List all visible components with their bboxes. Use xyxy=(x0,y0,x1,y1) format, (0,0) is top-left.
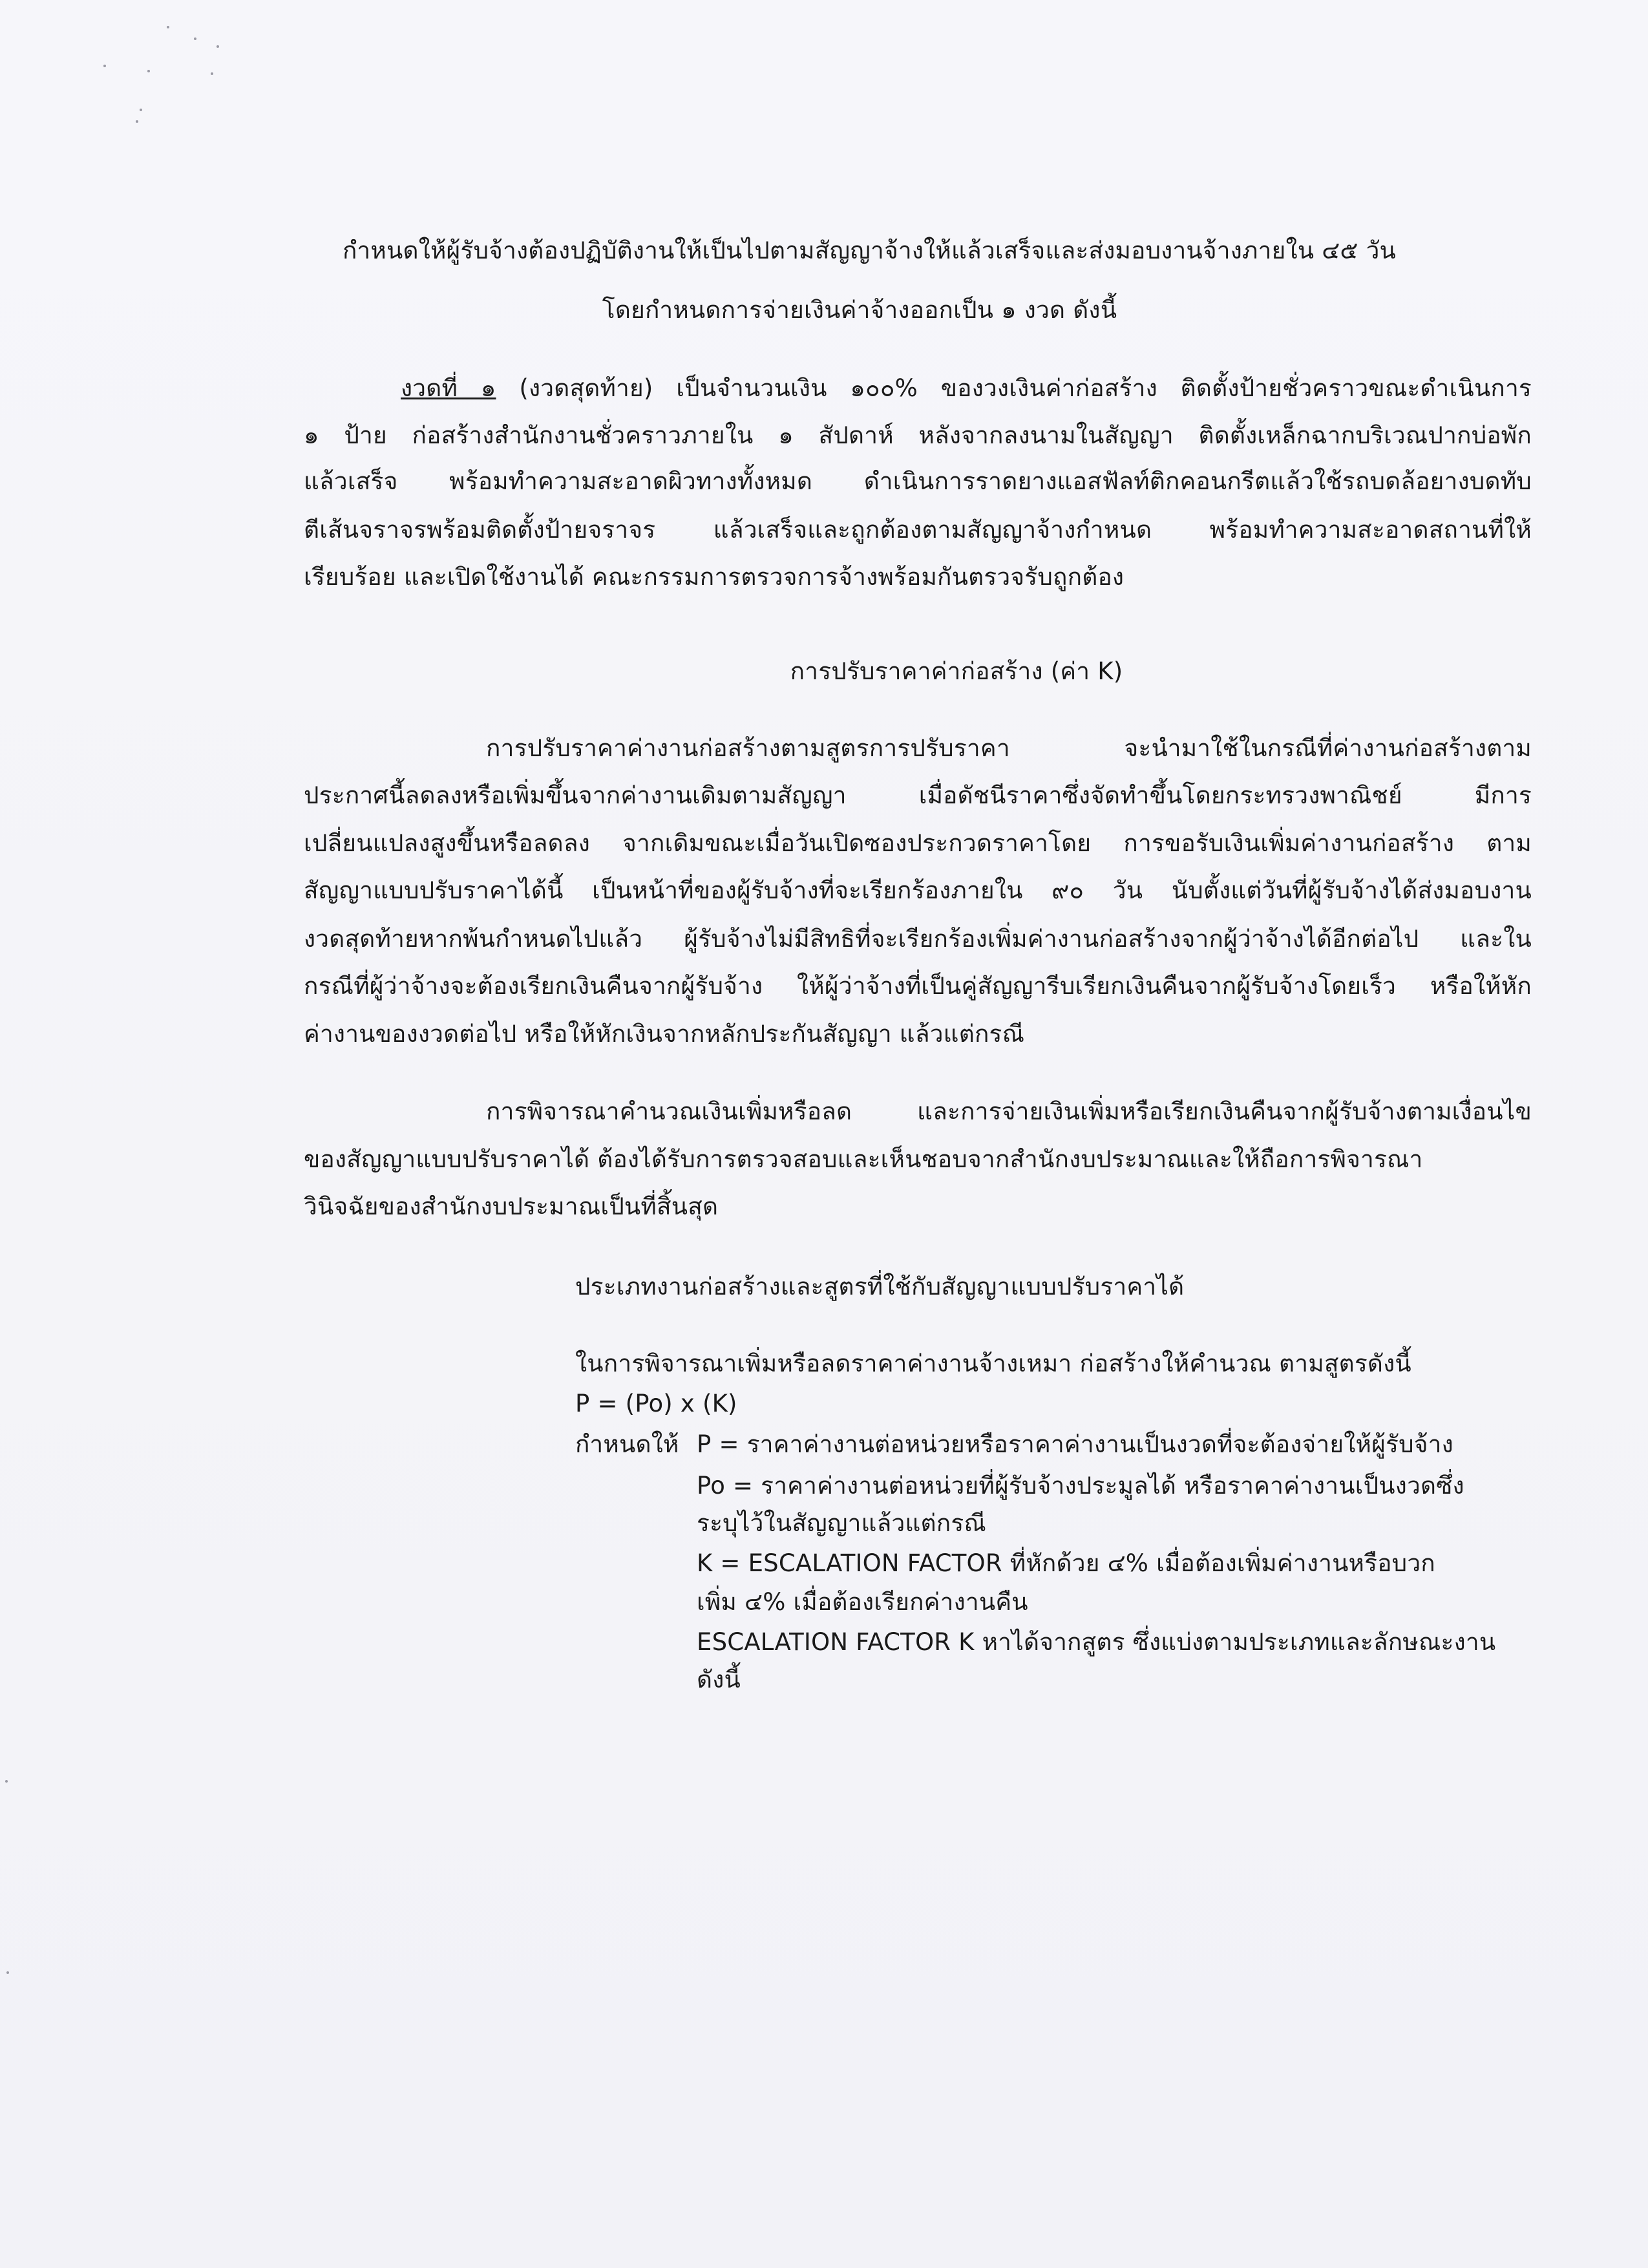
installment-text: (งวดสุดท้าย) เป็นจำนวนเงิน ๑๐๐% ของวงเงินค่าก่อสร้าง ติดตั้งป้ายชั่วคราวขณะดำเนินการ xyxy=(519,374,1532,402)
scan-speck xyxy=(5,1780,8,1783)
scan-speck xyxy=(194,37,196,40)
scan-speck xyxy=(167,26,169,28)
installment-line-2: ๑ ป้าย ก่อสร้างสำนักงานชั่วคราวภายใน ๑ สัปดาห์ หลังจากลงนามในสัญญา ติดตั้งเหล็กฉากบริเวณปากบ่อพัก xyxy=(304,421,1532,449)
formula-define-label: กำหนดให้ xyxy=(575,1430,679,1458)
formula-escalation-1: ESCALATION FACTOR K หาได้จากสูตร ซึ่งแบ่งตามประเภทและลักษณะงาน xyxy=(697,1628,1496,1656)
k-para1-line-1: การปรับราคาค่างานก่อสร้างตามสูตรการปรับราคา จะนำมาใช้ในกรณีที่ค่างานก่อสร้างตาม xyxy=(486,734,1532,762)
formula-intro: ในการพิจารณาเพิ่มหรือลดราคาค่างานจ้างเหมา ก่อสร้างให้คำนวณ ตามสูตรดังนี้ xyxy=(575,1350,1411,1377)
scan-speck xyxy=(103,65,106,67)
formula-k-definition-2: เพิ่ม ๔% เมื่อต้องเรียกค่างานคืน xyxy=(697,1588,1028,1616)
formula-k-definition-1: K = ESCALATION FACTOR ที่หักด้วย ๔% เมื่อต้องเพิ่มค่างานหรือบวก xyxy=(697,1549,1435,1577)
k-para1-line-3: เปลี่ยนแปลงสูงขึ้นหรือลดลง จากเดิมขณะเมื่อวันเปิดซองประกวดราคาโดย การขอรับเงินเพิ่มค่างานก่อสร้าง ตาม xyxy=(304,829,1532,857)
installment-line-3: แล้วเสร็จ พร้อมทำความสะอาดผิวทางทั้งหมด ดำเนินการราดยางแอสฟัลท์ติกคอนกรีตแล้วใช้รถบดล้อยางบดทับ xyxy=(304,467,1532,495)
scan-speck xyxy=(147,70,150,72)
installment-line-5: เรียบร้อย และเปิดใช้งานได้ คณะกรรมการตรวจการจ้างพร้อมกันตรวจรับถูกต้อง xyxy=(304,563,1125,591)
scan-speck xyxy=(211,72,213,75)
formula-po-definition-1: Po = ราคาค่างานต่อหน่วยที่ผู้รับจ้างประมูลได้ หรือราคาค่างานเป็นงวดซึ่ง xyxy=(697,1472,1464,1500)
installment-label: งวดที่ ๑ xyxy=(401,374,496,402)
k-para2-line-1: การพิจารณาคำนวณเงินเพิ่มหรือลด และการจ่ายเงินเพิ่มหรือเรียกเงินคืนจากผู้รับจ้างตามเงื่อนไข xyxy=(486,1097,1532,1125)
k-para2-line-2: ของสัญญาแบบปรับราคาได้ ต้องได้รับการตรวจสอบและเห็นชอบจากสำนักงบประมาณและให้ถือการพิจารณา xyxy=(304,1145,1423,1173)
formula-escalation-2: ดังนี้ xyxy=(697,1666,741,1693)
scan-speck xyxy=(217,45,219,48)
formula-p-definition: P = ราคาค่างานต่อหน่วยหรือราคาค่างานเป็นงวดที่จะต้องจ่ายให้ผู้รับจ้าง xyxy=(697,1430,1453,1458)
intro-line-2: โดยกำหนดการจ่ายเงินค่าจ้างออกเป็น ๑ งวด ดังนี้ xyxy=(602,296,1117,324)
scan-speck xyxy=(136,120,138,123)
scan-speck xyxy=(140,109,142,111)
installment-line-4: ตีเส้นจราจรพร้อมติดตั้งป้ายจราจร แล้วเสร็จและถูกต้องตามสัญญาจ้างกำหนด พร้อมทำความสะอาดสถานที่ให้ xyxy=(304,516,1532,544)
k-para1-line-4: สัญญาแบบปรับราคาได้นี้ เป็นหน้าที่ของผู้รับจ้างที่จะเรียกร้องภายใน ๙๐ วัน นับตั้งแต่วันที่ผู้รับจ้างได้ส่งมอบงาน xyxy=(304,876,1532,904)
installment-line-1 xyxy=(401,372,1532,405)
intro-line-1: กำหนดให้ผู้รับจ้างต้องปฏิบัติงานให้เป็นไปตามสัญญาจ้างให้แล้วเสร็จและส่งมอบงานจ้างภายใน ๔๕ วัน xyxy=(343,237,1397,264)
k-para1-line-5: งวดสุดท้ายหากพ้นกำหนดไปแล้ว ผู้รับจ้างไม่มีสิทธิที่จะเรียกร้องเพิ่มค่างานก่อสร้างจากผู้ว่าจ้างได้อีกต่อไป และใน xyxy=(304,925,1532,953)
k-para1-line-6: กรณีที่ผู้ว่าจ้างจะต้องเรียกเงินคืนจากผู้รับจ้าง ให้ผู้ว่าจ้างที่เป็นคู่สัญญารีบเรียกเงินคืนจากผู้รับจ้างโดยเร็ว หรือให้หัก xyxy=(304,972,1532,1000)
k-para2-line-3: วินิจฉัยของสำนักงบประมาณเป็นที่สิ้นสุด xyxy=(304,1192,719,1220)
k-para1-line-7: ค่างานของงวดต่อไป หรือให้หักเงินจากหลักประกันสัญญา แล้วแต่กรณี xyxy=(304,1020,1025,1048)
formula-po-definition-2: ระบุไว้ในสัญญาแล้วแต่กรณี xyxy=(697,1509,986,1537)
formula-equation: P = (Po) x (K) xyxy=(575,1390,737,1417)
scan-speck xyxy=(6,1971,9,1974)
formula-heading: ประเภทงานก่อสร้างและสูตรที่ใช้กับสัญญาแบบปรับราคาได้ xyxy=(575,1273,1185,1300)
section-heading-k: การปรับราคาค่าก่อสร้าง (ค่า K) xyxy=(790,657,1123,685)
k-para1-line-2: ประกาศนี้ลดลงหรือเพิ่มขึ้นจากค่างานเดิมตามสัญญา เมื่อดัชนีราคาซึ่งจัดทำขึ้นโดยกระทรวงพาณิชย์ มีการ xyxy=(304,781,1532,809)
